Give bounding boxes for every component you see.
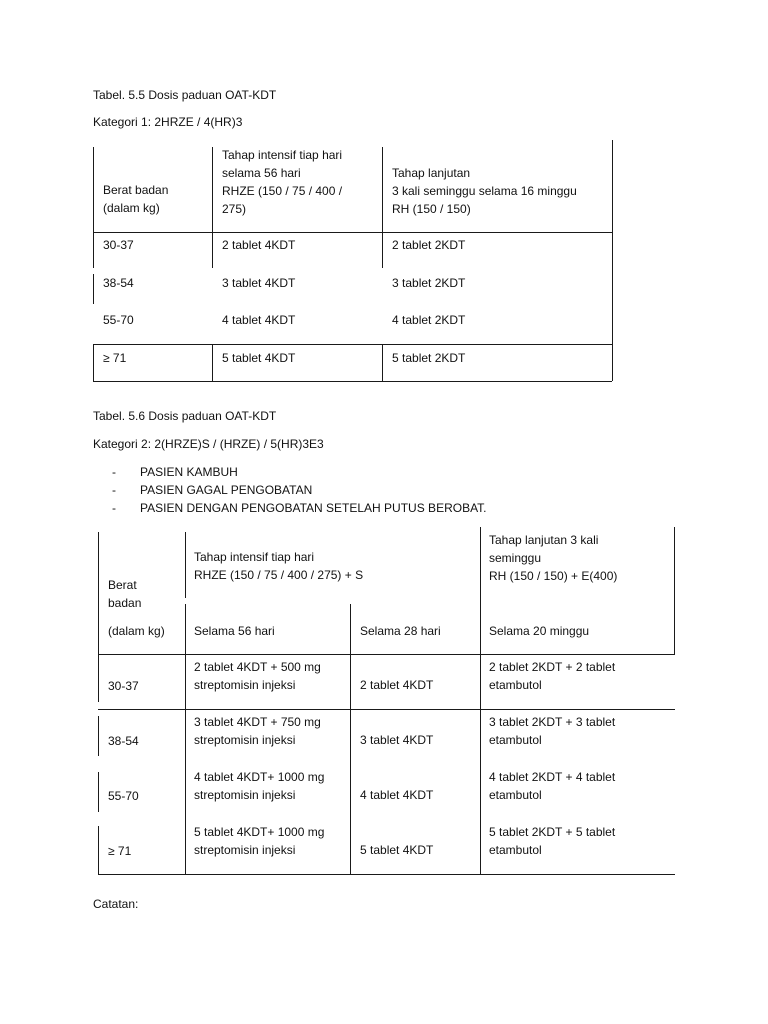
table1-col-divider: [212, 345, 213, 381]
table2-cell-28: 2 tablet 4KDT: [360, 678, 434, 692]
table1-row-divider: [93, 344, 612, 345]
table1-cell-weight: 30-37: [103, 238, 134, 252]
table1-header-continuation: [392, 164, 577, 218]
table2-cell-weight: ≥ 71: [108, 844, 132, 858]
cell-line: 4 tablet 2KDT + 4 tablet: [489, 770, 616, 784]
table2-subheader-20: Selama 20 minggu: [489, 624, 590, 638]
table1-cell-continuation: 3 tablet 2KDT: [392, 276, 466, 290]
cell-line: etambutol: [489, 678, 542, 692]
table1-cell-weight: ≥ 71: [103, 351, 127, 365]
header-line: Tahap intensif tiap hari: [194, 550, 315, 564]
table1-subtitle: Kategori 1: 2HRZE / 4(HR)3: [93, 115, 243, 129]
cell-line: streptomisin injeksi: [194, 678, 296, 692]
table2-cell-28: 3 tablet 4KDT: [360, 733, 434, 747]
table1-cell-weight: 55-70: [103, 313, 134, 327]
table1-col-divider: [382, 233, 383, 268]
table2-left-border: [98, 772, 99, 812]
table1-cell-continuation: 2 tablet 2KDT: [392, 238, 466, 252]
table2-col-divider: [480, 527, 481, 874]
list-item-text: PASIEN KAMBUH: [140, 465, 238, 479]
table2-left-border: [98, 826, 99, 874]
table2-cell-20: [489, 768, 615, 804]
header-line: (dalam kg): [108, 624, 165, 638]
cell-line: 4 tablet 4KDT+ 1000 mg: [194, 770, 325, 784]
table2-title: Tabel. 5.6 Dosis paduan OAT-KDT: [93, 409, 277, 423]
table1-right-border: [612, 140, 613, 381]
header-line: 3 kali seminggu selama 16 minggu: [392, 184, 577, 198]
list-item-text: PASIEN DENGAN PENGOBATAN SETELAH PUTUS BEROBAT.: [140, 501, 487, 515]
table2-cell-20: [489, 713, 615, 749]
table1-bottom-border: [93, 381, 612, 382]
table1-col-divider: [382, 147, 383, 232]
table2-cell-56: [194, 823, 324, 859]
table2-cell-28: 4 tablet 4KDT: [360, 788, 434, 802]
list-item-text: PASIEN GAGAL PENGOBATAN: [140, 483, 313, 497]
table2-cell-weight: 38-54: [108, 734, 139, 748]
cell-line: etambutol: [489, 843, 542, 857]
bullet-dash: -: [112, 465, 116, 479]
table1-col-divider: [382, 345, 383, 381]
table1-col-divider: [212, 233, 213, 268]
table1-title: Tabel. 5.5 Dosis paduan OAT-KDT: [93, 88, 277, 102]
table1-cell-intensive: 5 tablet 4KDT: [222, 351, 296, 365]
cell-line: streptomisin injeksi: [194, 788, 296, 802]
bullet-dash: -: [112, 501, 116, 515]
table2-bottom-border: [98, 874, 675, 875]
header-line: badan: [108, 596, 142, 610]
header-line: seminggu: [489, 551, 542, 565]
cell-line: 5 tablet 2KDT + 5 tablet: [489, 825, 616, 839]
table2-cell-56: [194, 768, 324, 804]
table1-left-border: [93, 345, 94, 381]
header-line: Berat: [108, 578, 137, 592]
table1-left-border: [93, 274, 94, 304]
header-line: RH (150 / 150) + E(400): [489, 569, 618, 583]
cell-line: 2 tablet 2KDT + 2 tablet: [489, 660, 616, 674]
cell-line: 5 tablet 4KDT+ 1000 mg: [194, 825, 325, 839]
table2-col-divider: [350, 604, 351, 874]
cell-line: streptomisin injeksi: [194, 733, 296, 747]
header-line: Berat badan: [103, 183, 169, 197]
table1-left-border: [93, 147, 94, 232]
header-line: selama 56 hari: [222, 166, 301, 180]
list-item: [112, 481, 487, 499]
table2-header-continuation: [489, 531, 617, 585]
header-line: RHZE (150 / 75 / 400 /: [222, 184, 343, 198]
table1-header-divider: [93, 232, 612, 233]
cell-line: streptomisin injeksi: [194, 843, 296, 857]
patient-category-list: [112, 463, 487, 517]
cell-line: 2 tablet 4KDT + 500 mg: [194, 660, 321, 674]
table2-cell-20: [489, 658, 615, 694]
header-line: RHZE (150 / 75 / 400 / 275) + S: [194, 568, 364, 582]
table2-left-border: [98, 532, 99, 654]
cell-line: etambutol: [489, 733, 542, 747]
table1-col-divider: [212, 147, 213, 232]
table2-right-border: [674, 527, 675, 655]
table2-cell-20: [489, 823, 615, 859]
table1-cell-continuation: 4 tablet 2KDT: [392, 313, 466, 327]
header-line: Tahap lanjutan 3 kali: [489, 533, 599, 547]
table2-cell-56: [194, 658, 321, 694]
header-line: Tahap lanjutan: [392, 166, 471, 180]
header-line: 275): [222, 202, 247, 216]
table1-cell-intensive: 4 tablet 4KDT: [222, 313, 296, 327]
table2-subheader-56: Selama 56 hari: [194, 624, 275, 638]
header-line: RH (150 / 150): [392, 202, 471, 216]
table2-subheader-28: Selama 28 hari: [360, 624, 441, 638]
cell-line: etambutol: [489, 788, 542, 802]
table1-cell-weight: 38-54: [103, 276, 134, 290]
table2-header-weight: [108, 576, 165, 640]
list-item: [112, 499, 487, 517]
table1-cell-continuation: 5 tablet 2KDT: [392, 351, 466, 365]
table2-left-border: [98, 716, 99, 756]
table2-col-divider: [185, 604, 186, 874]
cell-line: 3 tablet 2KDT + 3 tablet: [489, 715, 616, 729]
table2-col-divider: [185, 532, 186, 598]
table2-header-intensive: [194, 548, 363, 584]
table1-header-intensive: [222, 146, 342, 218]
list-item: [112, 463, 487, 481]
table2-cell-28: 5 tablet 4KDT: [360, 843, 434, 857]
note-heading: Catatan:: [93, 897, 139, 911]
table1-cell-intensive: 2 tablet 4KDT: [222, 238, 296, 252]
table2-cell-56: [194, 713, 321, 749]
bullet-dash: -: [112, 483, 116, 497]
table1-cell-intensive: 3 tablet 4KDT: [222, 276, 296, 290]
table2-left-border: [98, 655, 99, 702]
table2-cell-weight: 30-37: [108, 679, 139, 693]
cell-line: 3 tablet 4KDT + 750 mg: [194, 715, 321, 729]
table1-left-border: [93, 233, 94, 268]
table1-header-weight: [103, 181, 168, 217]
header-line: (dalam kg): [103, 201, 160, 215]
table2-cell-weight: 55-70: [108, 789, 139, 803]
header-line: Tahap intensif tiap hari: [222, 148, 343, 162]
table2-subtitle: Kategori 2: 2(HRZE)S / (HRZE) / 5(HR)3E3: [93, 437, 324, 451]
